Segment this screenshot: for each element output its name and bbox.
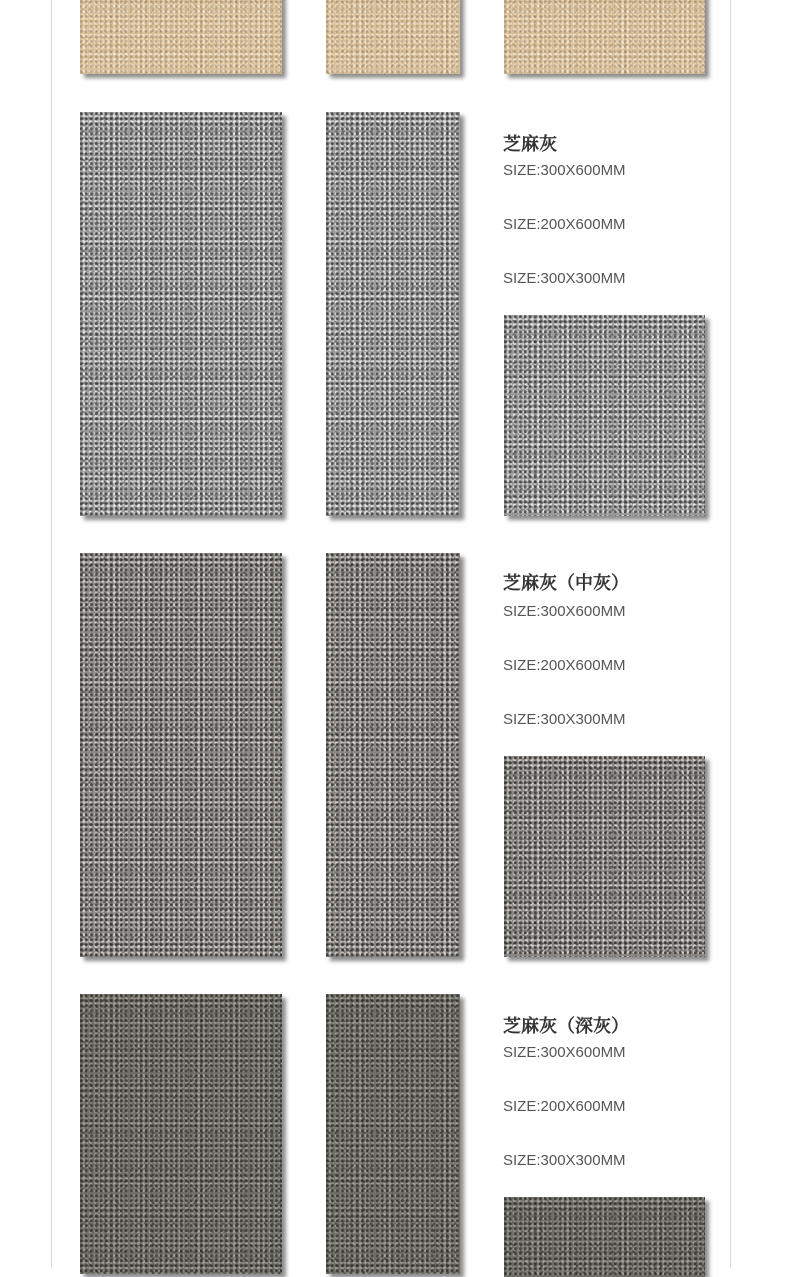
tile-300x300-grey <box>504 315 705 516</box>
product-name: 芝麻灰 <box>503 134 557 155</box>
tile-300x600-dark-grey <box>80 994 282 1274</box>
size-label: SIZE:300X600MM <box>503 1044 626 1061</box>
tile-200x600-grey <box>326 112 460 516</box>
size-label: SIZE:300X600MM <box>503 162 626 179</box>
size-label: SIZE:300X300MM <box>503 270 626 287</box>
tile-300x600-mid-grey <box>80 553 282 957</box>
size-label: SIZE:300X300MM <box>503 711 626 728</box>
size-label: SIZE:300X600MM <box>503 603 626 620</box>
product-name: 芝麻灰（中灰） <box>503 573 629 594</box>
size-label: SIZE:200X600MM <box>503 216 626 233</box>
size-label: SIZE:300X300MM <box>503 1152 626 1169</box>
tile-300x600-beige <box>80 0 282 74</box>
tile-300x300-dark-grey <box>504 1197 705 1277</box>
tile-200x600-beige <box>326 0 460 74</box>
tile-200x600-dark-grey <box>326 994 460 1274</box>
product-name: 芝麻灰（深灰） <box>503 1016 629 1037</box>
size-label: SIZE:200X600MM <box>503 657 626 674</box>
tile-300x600-grey <box>80 112 282 516</box>
tile-300x300-mid-grey <box>504 756 705 957</box>
size-label: SIZE:200X600MM <box>503 1098 626 1115</box>
tile-300x300-beige <box>504 0 705 74</box>
tile-200x600-mid-grey <box>326 553 460 957</box>
